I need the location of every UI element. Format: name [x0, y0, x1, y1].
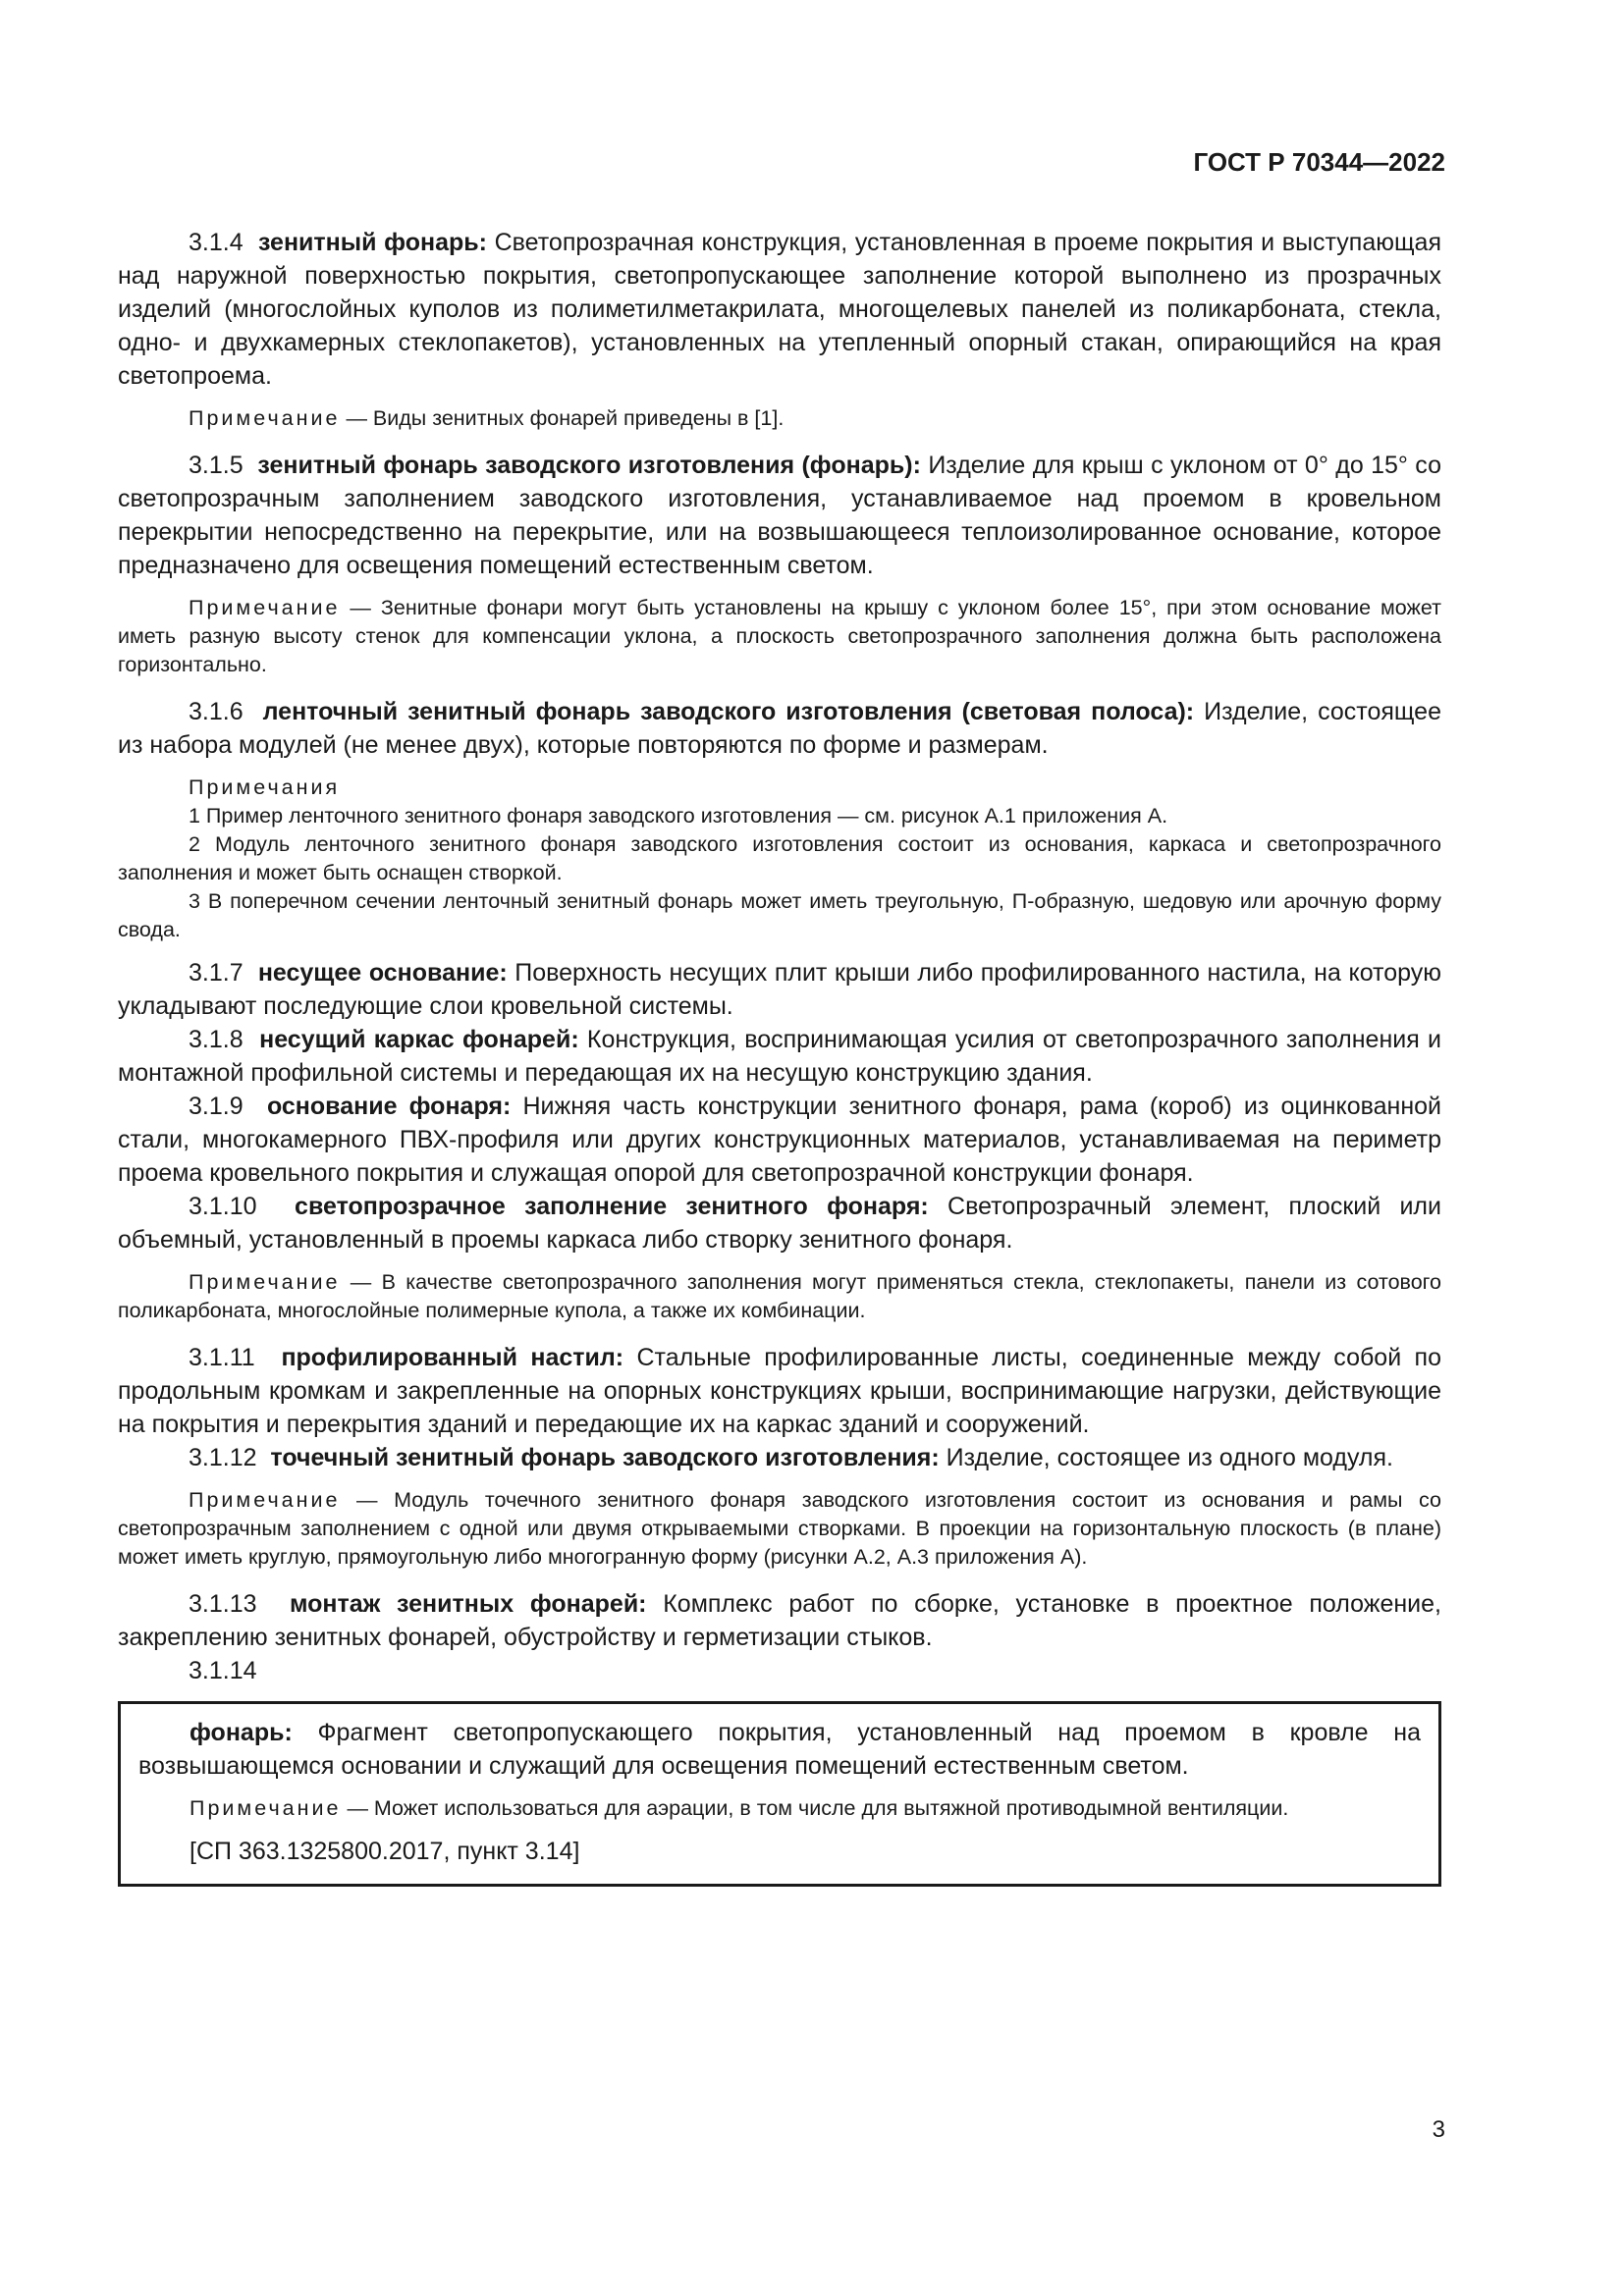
- entry-3-1-8: [118, 1023, 1441, 1090]
- entry-3-1-12-note: [118, 1486, 1441, 1572]
- entry-definition: Светопрозрачная конструкция, установленная в проеме покрытия и выступающая над наружной поверхностью покрытия, светопропускающее заполнение которой выполнено из прозрачных изделий (многослойных куполов из полиметилметакрилата, многощелевых панелей из поликарбоната, стекла, одно- и двухкамерных стеклопакетов), установленных на утепленный опорный стакан, опирающийся на края светопроема.: [118, 229, 1441, 390]
- note-label: Примечание: [189, 1270, 341, 1294]
- entry-definition: Поверхность несущих плит крыши либо профилированного настила, на которую укладывают последующие слои кровельной системы.: [118, 959, 1441, 1020]
- entry-definition: Конструкция, воспринимающая усилия от светопрозрачного заполнения и монтажной профильной системы и передающая их на несущую конструкцию здания.: [118, 1026, 1441, 1087]
- entry-3-1-7: [118, 956, 1441, 1023]
- entry-number: 3.1.9: [189, 1093, 244, 1120]
- entry-definition: Комплекс работ по сборке, установке в проектное положение, закреплению зенитных фонарей, обустройству и герметизации стыков.: [118, 1590, 1441, 1651]
- note-label: Примечание: [189, 1796, 342, 1820]
- entry-3-1-5: [118, 449, 1441, 582]
- entry-number: 3.1.11: [189, 1344, 255, 1371]
- note-text: — В качестве светопрозрачного заполнения могут применяться стекла, стеклопакеты, панели из сотового поликарбоната, многослойные полимерные купола, а также их комбинации.: [118, 1270, 1441, 1322]
- entry-3-1-4-note: [118, 404, 1441, 433]
- entry-term: профилированный настил:: [281, 1344, 624, 1371]
- entry-number: 3.1.5: [189, 452, 244, 479]
- entry-term: зенитный фонарь заводского изготовления (фонарь):: [257, 452, 921, 479]
- entry-definition: Светопрозрачный элемент, плоский или объемный, установленный в проемы каркаса либо створку зенитного фонаря.: [118, 1193, 1441, 1254]
- note-item-2: 2 Модуль ленточного зенитного фонаря заводского изготовления состоит из основания, каркаса и светопрозрачного заполнения и может быть оснащен створкой.: [118, 832, 1441, 884]
- entry-term: светопрозрачное заполнение зенитного фонаря:: [295, 1193, 929, 1220]
- entry-number: 3.1.13: [189, 1590, 257, 1618]
- note-label: Примечание: [189, 1488, 341, 1512]
- entry-3-1-5-note: [118, 594, 1441, 679]
- entry-term: основание фонаря:: [266, 1093, 512, 1120]
- entry-3-1-10: [118, 1190, 1441, 1256]
- entry-number: 3.1.10: [189, 1193, 257, 1220]
- entry-term: точечный зенитный фонарь заводского изготовления:: [270, 1444, 940, 1471]
- entry-3-1-9: [118, 1090, 1441, 1190]
- note-text: — Модуль точечного зенитного фонаря заводского изготовления состоит из основания и рамы со светопрозрачным заполнением с одной или двумя открываемыми створками. В проекции на горизонтальную плоскость (в плане) может иметь круглую, прямоугольную либо многогранную форму (рисунки А.2, А.3 приложения А).: [118, 1488, 1441, 1569]
- notes-label: Примечания: [189, 775, 341, 799]
- entry-3-1-12: [118, 1441, 1441, 1474]
- entry-3-1-14-number: 3.1.14: [189, 1657, 257, 1684]
- entry-term: зенитный фонарь:: [257, 229, 487, 256]
- entry-3-1-14-box: [118, 1701, 1441, 1887]
- entry-term: монтаж зенитных фонарей:: [289, 1590, 647, 1618]
- entry-3-1-4: [118, 226, 1441, 393]
- note-text: — Зенитные фонари могут быть установлены на крышу с уклоном более 15°, при этом основание может иметь разную высоту стенок для компенсации уклона, а плоскость светопрозрачного заполнения должна быть расположена горизонтально.: [118, 596, 1441, 676]
- document-body: [118, 226, 1441, 1887]
- note-text: — Может использоваться для аэрации, в том числе для вытяжной противодымной вентиляции.: [347, 1796, 1289, 1820]
- entry-definition: Стальные профилированные листы, соединенные между собой по продольным кромкам и закрепленные на опорных конструкциях крыши, воспринимающие нагрузки, действующие на покрытия и перекрытия зданий и передающие их на каркас зданий и сооружений.: [118, 1344, 1441, 1438]
- entry-definition: Изделие, состоящее из набора модулей (не менее двух), которые повторяются по форме и размерам.: [118, 698, 1441, 759]
- entry-number: 3.1.12: [189, 1444, 257, 1471]
- entry-term: фонарь:: [189, 1719, 293, 1746]
- note-label: Примечание: [189, 596, 341, 619]
- entry-3-1-14-source: [СП 363.1325800.2017, пункт 3.14]: [189, 1838, 580, 1865]
- entry-3-1-14-note: [138, 1794, 1421, 1823]
- entry-term: несущее основание:: [257, 959, 508, 987]
- entry-term: ленточный зенитный фонарь заводского изготовления (световая полоса):: [262, 698, 1195, 725]
- entry-definition: Изделие для крыш с уклоном от 0° до 15° со светопрозрачным заполнением заводского изготовления, устанавливаемое над проемом в кровельном перекрытии непосредственно на перекрытие, или на возвышающееся теплоизолированное основание, которое предназначено для освещения помещений естественным светом.: [118, 452, 1441, 579]
- entry-3-1-13: [118, 1587, 1441, 1654]
- entry-3-1-6: [118, 695, 1441, 762]
- note-item-3: 3 В поперечном сечении ленточный зенитный фонарь может иметь треугольную, П-образную, шедовую или арочную форму свода.: [118, 889, 1441, 941]
- entry-3-1-14: [138, 1716, 1421, 1783]
- entry-definition: Изделие, состоящее из одного модуля.: [946, 1444, 1393, 1471]
- note-item-1: 1 Пример ленточного зенитного фонаря заводского изготовления — см. рисунок А.1 приложения А.: [189, 804, 1168, 828]
- entry-number: 3.1.4: [189, 229, 244, 256]
- note-text: — Виды зенитных фонарей приведены в [1].: [346, 406, 785, 430]
- document-header-id: ГОСТ Р 70344—2022: [1193, 147, 1445, 177]
- entry-3-1-11: [118, 1341, 1441, 1441]
- entry-number: 3.1.8: [189, 1026, 244, 1053]
- entry-definition: Фрагмент светопропускающего покрытия, установленный над проемом в кровле на возвышающемся основании и служащий для освещения помещений естественным светом.: [138, 1719, 1421, 1780]
- entry-3-1-10-note: [118, 1268, 1441, 1325]
- note-label: Примечание: [189, 406, 341, 430]
- entry-term: несущий каркас фонарей:: [259, 1026, 579, 1053]
- entry-number: 3.1.7: [189, 959, 244, 987]
- entry-number: 3.1.6: [189, 698, 244, 725]
- entry-3-1-6-notes: [118, 774, 1441, 944]
- page-number: 3: [1432, 2116, 1445, 2143]
- entry-definition: Нижняя часть конструкции зенитного фонаря, рама (короб) из оцинкованной стали, многокамерного ПВХ-профиля или других конструкционных материалов, устанавливаемая на периметр проема кровельного покрытия и служащая опорой для светопрозрачной конструкции фонаря.: [118, 1093, 1441, 1187]
